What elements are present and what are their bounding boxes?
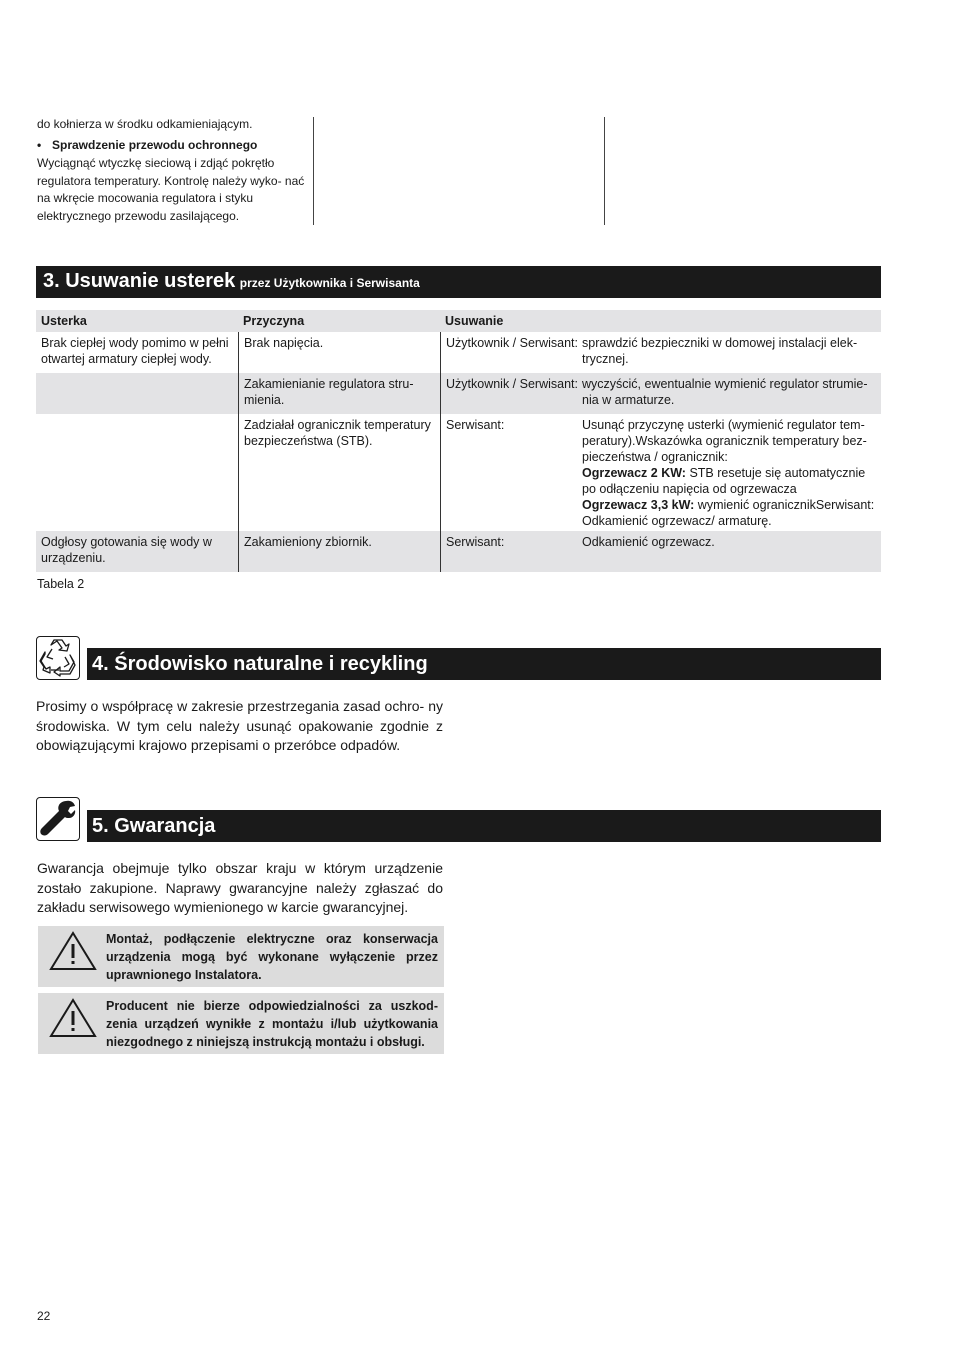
top-text-block [37, 116, 305, 225]
heater-2kw-label: Ogrzewacz 2 KW: [582, 466, 686, 480]
environment-paragraph: Prosimy o współpracę w zakresie przestrzegania zasad ochro- ny środowiska. W tym celu należy usunąć opakowanie zgodnie z obowiązującymi krajowo przepisami o przeróbce odpadów. [36, 698, 443, 753]
bullet-dot: • [37, 137, 42, 152]
header-remedy: Usuwanie [445, 314, 504, 328]
remedy-actor: Serwisant: [446, 535, 505, 549]
remedy-actor: Serwisant: [446, 418, 505, 432]
warning-box-installation [38, 926, 444, 987]
cause-cell: Zadziałał ogranicznik temperatury bezpieczeństwa (STB). [238, 414, 440, 531]
remedy-cell [440, 531, 881, 572]
remedy-cell [440, 373, 881, 414]
remedy-cell [440, 332, 881, 373]
header-fault: Usterka [41, 314, 87, 328]
section-3-title: 3. Usuwanie usterek [43, 270, 236, 292]
table-row [36, 414, 881, 531]
warning-triangle-icon [48, 997, 98, 1039]
cause-cell: Zakamienianie regulatora stru- mienia. [238, 373, 440, 414]
remedy-action: sprawdzić bezpieczniki w domowej instalacji elek- trycznej. [582, 336, 858, 366]
warning-triangle-icon [48, 930, 98, 972]
fault-cell: Brak ciepłej wody pomimo w pełni otwartej armatury ciepłej wody. [41, 336, 229, 366]
fault-cell [36, 373, 238, 414]
heater-2kw-text: STB resetuje się automatycznie po odłączeniu napięcia od ogrzewacza [582, 466, 866, 496]
section-5-header [87, 810, 881, 842]
table-header [36, 310, 881, 332]
column-divider [313, 117, 314, 225]
warning-text-liability: Producent nie bierze odpowiedzialności za uszkod- zenia urządzeń wynikłe z montażu i/lub użytkowania niezgodnego z niniejszą instrukcją montażu i obsługi. [106, 999, 438, 1049]
header-cause: Przyczyna [243, 314, 305, 328]
table-row [36, 332, 881, 373]
remedy-actor: Użytkownik / Serwisant: [446, 377, 578, 391]
section-4-header [87, 648, 881, 680]
page-number: 22 [37, 1309, 51, 1323]
remedy-cell [440, 414, 881, 531]
table-row [36, 373, 881, 414]
section-4-title: 4. Środowisko naturalne i recykling [92, 653, 428, 675]
bullet-text: Wyciągnąć wtyczkę sieciową i zdjąć pokrętło regulatora temperatury. Kontrolę należy wyko- nać na wkręcie mocowania regulatora i styku elektrycznego przewodu zasilającego. [37, 156, 305, 223]
section-3-header [36, 266, 881, 298]
table-row [36, 531, 881, 572]
heater-3kw-label: Ogrzewacz 3,3 kW: [582, 498, 695, 512]
troubleshooting-table [36, 310, 881, 572]
section-5-title: 5. Gwarancja [92, 815, 216, 837]
column-divider [604, 117, 605, 225]
recycling-icon [36, 636, 80, 680]
warranty-paragraph: Gwarancja obejmuje tylko obszar kraju w którym urządzenie zostało zakupione. Naprawy gwarancyjne należy zgłaszać do zakładu serwisowego wymienionego w karcie gwarancyjnej. [37, 860, 443, 915]
intro-line: do kołnierza w środku odkamieniającym. [37, 117, 253, 131]
warning-text-installation: Montaż, podłączenie elektryczne oraz konserwacja urządzenia mogą być wykonane wyłączenie przez uprawnionego Instalatora. [106, 932, 438, 982]
cause-cell: Brak napięcia. [238, 332, 440, 373]
fault-cell [36, 414, 238, 531]
cause-cell: Zakamieniony zbiornik. [238, 531, 440, 572]
remedy-action-group [582, 417, 876, 526]
heater-3kw-text: wymienić ogranicznikSerwisant: Odkamienić ogrzewacz/ armaturę. [582, 498, 875, 528]
bullet-title: Sprawdzenie przewodu ochronnego [52, 137, 258, 152]
fault-cell: Odgłosy gotowania się wody w urządzeniu. [41, 535, 212, 565]
warning-box-liability [38, 993, 444, 1054]
section-3-subtitle: przez Użytkownika i Serwisanta [239, 276, 420, 290]
remedy-actor: Użytkownik / Serwisant: [446, 336, 578, 350]
bullet-heading [37, 137, 305, 155]
remedy-action: wyczyścić, ewentualnie wymienić regulator strumie- nia w armaturze. [582, 377, 868, 407]
remedy-action: Odkamienić ogrzewacz. [582, 535, 715, 549]
wrench-icon [36, 797, 80, 841]
table-caption: Tabela 2 [37, 577, 85, 591]
remedy-action: Usunąć przyczynę usterki (wymienić regulator tem- peratury).Wskazówka ogranicznik temperatury bez- pieczeństwa / ogranicznik: [582, 418, 867, 464]
